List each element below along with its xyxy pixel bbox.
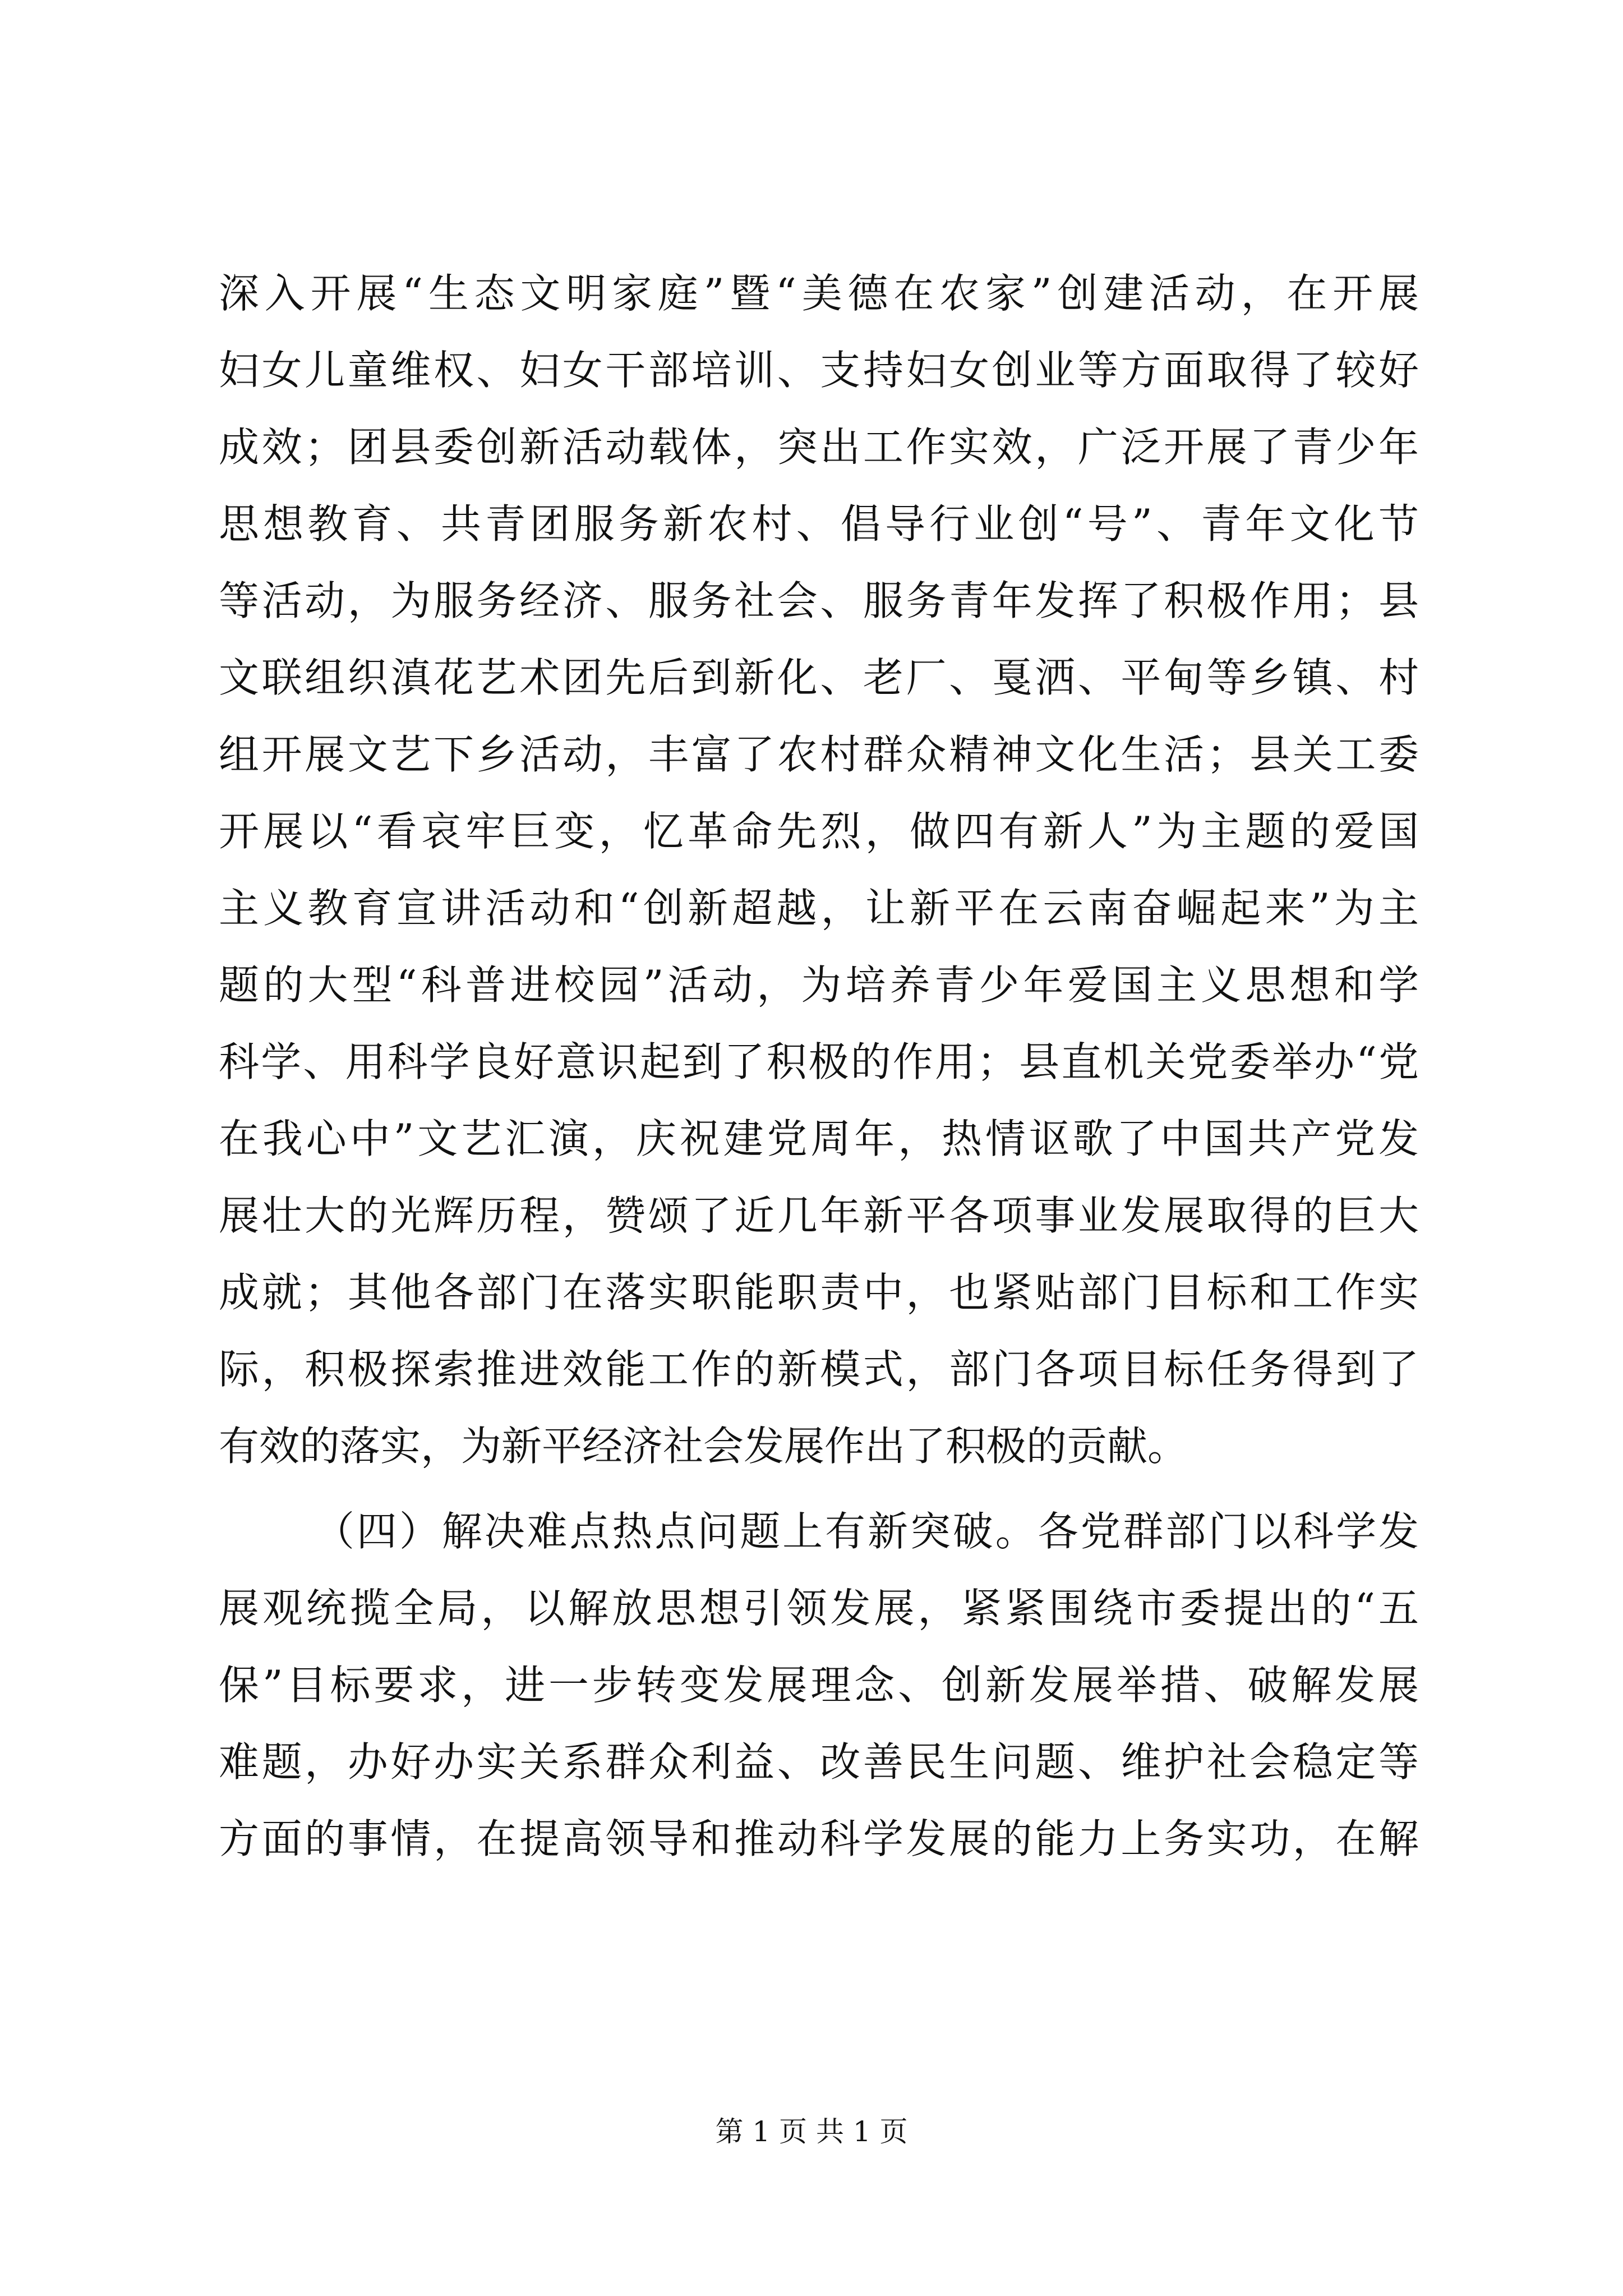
- text-line: 文联组织滇花艺术团先后到新化、老厂、戛洒、平甸等乡镇、村: [219, 654, 1419, 701]
- text-line: 深入开展“生态文明家庭”暨“美德在农家”创建活动，在开展: [219, 270, 1419, 317]
- text-line: 成效；团县委创新活动载体，突出工作实效，广泛开展了青少年: [219, 424, 1419, 471]
- text-line: 思想教育、共青团服务新农村、倡导行业创“号”、青年文化节: [219, 500, 1419, 547]
- text-line: 等活动，为服务经济、服务社会、服务青年发挥了积极作用；县: [219, 577, 1419, 624]
- text-line: 有效的落实，为新平经济社会发展作出了积极的贡献。: [219, 1423, 1188, 1470]
- text-line: 主义教育宣讲活动和“创新超越，让新平在云南奋崛起来”为主: [219, 885, 1419, 932]
- text-line: 成就；其他各部门在落实职能职责中，也紧贴部门目标和工作实: [219, 1269, 1419, 1316]
- text-line: 妇女儿童维权、妇女干部培训、支持妇女创业等方面取得了较好: [219, 347, 1419, 394]
- text-line: 展观统揽全局，以解放思想引领发展，紧紧围绕市委提出的“五: [219, 1585, 1419, 1632]
- paragraph-2: [219, 1493, 1419, 1878]
- text-line: 在我心中”文艺汇演，庆祝建党周年，热情讴歌了中国共产党发: [219, 1115, 1419, 1162]
- text-line: 保”目标要求，进一步转变发展理念、创新发展举措、破解发展: [219, 1662, 1419, 1709]
- text-line: 方面的事情，在提高领导和推动科学发展的能力上务实功，在解: [219, 1815, 1419, 1862]
- text-line: 题的大型“科普进校园”活动，为培养青少年爱国主义思想和学: [219, 961, 1419, 1009]
- page-number: 第 1 页 共 1 页: [715, 2115, 908, 2148]
- text-line: 际，积极探索推进效能工作的新模式，部门各项目标任务得到了: [219, 1346, 1419, 1393]
- text-line: 难题，办好办实关系群众利益、改善民生问题、维护社会稳定等: [219, 1738, 1419, 1786]
- text-line: 组开展文艺下乡活动，丰富了农村群众精神文化生活；县关工委: [219, 731, 1419, 778]
- text-line: （四）解决难点热点问题上有新突破。各党群部门以科学发: [314, 1508, 1419, 1555]
- paragraph-1: [219, 255, 1419, 1485]
- text-line: 科学、用科学良好意识起到了积极的作用；县直机关党委举办“党: [219, 1038, 1419, 1085]
- paragraph-gap: [219, 1485, 1419, 1493]
- text-line: 展壮大的光辉历程，赞颂了近几年新平各项事业发展取得的巨大: [219, 1192, 1419, 1239]
- page-footer: [0, 2109, 1623, 2150]
- document-body: [219, 255, 1419, 1878]
- text-line: 开展以“看哀牢巨变，忆革命先烈，做四有新人”为主题的爱国: [219, 808, 1419, 855]
